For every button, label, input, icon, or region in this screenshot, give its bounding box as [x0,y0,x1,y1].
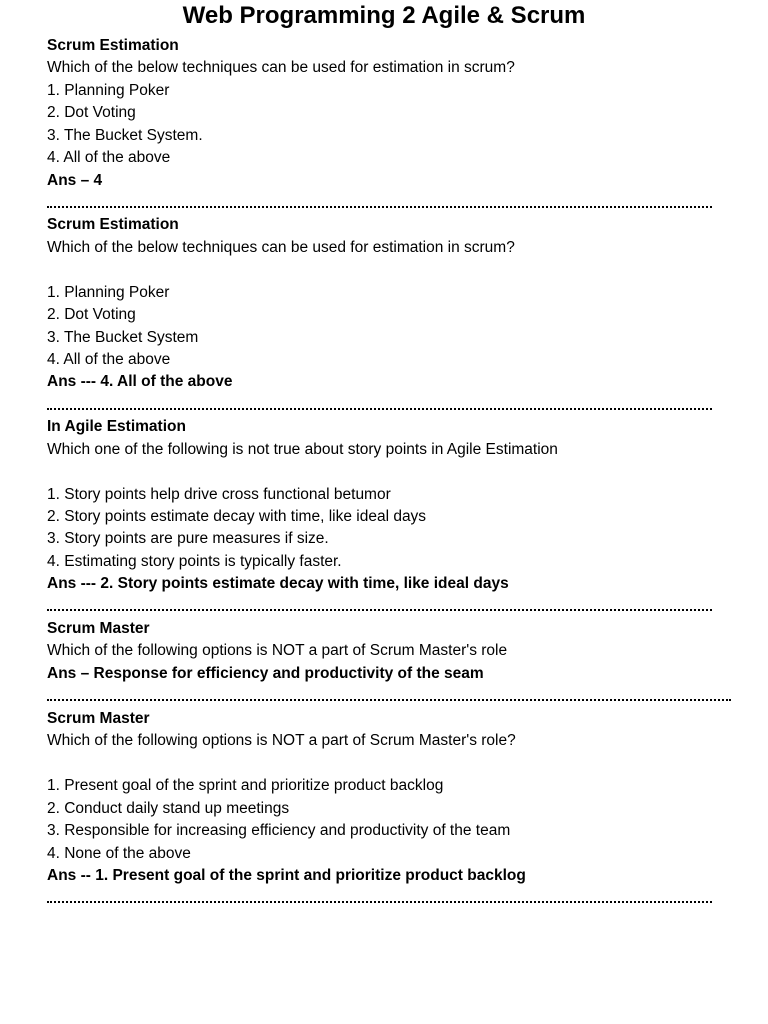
question-text: Which of the following options is NOT a part of Scrum Master's role [47,642,508,659]
question-text: Which of the below techniques can be used for estimation in scrum? [47,239,515,256]
option-item: 3. Story points are pure measures if size. [47,530,329,547]
section-heading: Scrum Master [47,710,150,727]
dotted-separator [47,901,712,903]
answer-text: Ans --- 4. All of the above [47,373,233,390]
section-heading: In Agile Estimation [47,418,186,435]
option-item: 4. Estimating story points is typically faster. [47,553,342,570]
option-item: 2. Conduct daily stand up meetings [47,800,290,817]
section-heading: Scrum Master [47,620,150,637]
answer-text: Ans – 4 [47,172,103,189]
answer-text: Ans – Response for efficiency and productivity of the seam [47,665,484,682]
option-item: 4. All of the above [47,351,171,368]
option-item: 4. All of the above [47,149,171,166]
option-item: 2. Story points estimate decay with time, like ideal days [47,508,427,525]
option-item: 1. Story points help drive cross functional betumor [47,486,391,503]
question-text: Which of the following options is NOT a part of Scrum Master's role? [47,732,516,749]
option-item: 3. The Bucket System [47,329,199,346]
option-item: 1. Present goal of the sprint and prioritize product backlog [47,777,444,794]
option-item: 1. Planning Poker [47,284,170,301]
section-heading: Scrum Estimation [47,216,179,233]
dotted-separator [47,699,731,701]
section-heading: Scrum Estimation [47,37,179,54]
question-text: Which one of the following is not true about story points in Agile Estimation [47,441,558,458]
option-item: 3. The Bucket System. [47,127,203,144]
option-item: 4. None of the above [47,845,191,862]
dotted-separator [47,206,712,208]
answer-text: Ans --- 2. Story points estimate decay with time, like ideal days [47,575,509,592]
question-text: Which of the below techniques can be used for estimation in scrum? [47,59,515,76]
document-title: Web Programming 2 Agile & Scrum [182,2,586,29]
option-item: 3. Responsible for increasing efficiency and productivity of the team [47,822,511,839]
option-item: 2. Dot Voting [47,306,136,323]
dotted-separator [47,408,712,410]
answer-text: Ans -- 1. Present goal of the sprint and prioritize product backlog [47,867,526,884]
dotted-separator [47,609,712,611]
option-item: 2. Dot Voting [47,104,136,121]
option-item: 1. Planning Poker [47,82,170,99]
